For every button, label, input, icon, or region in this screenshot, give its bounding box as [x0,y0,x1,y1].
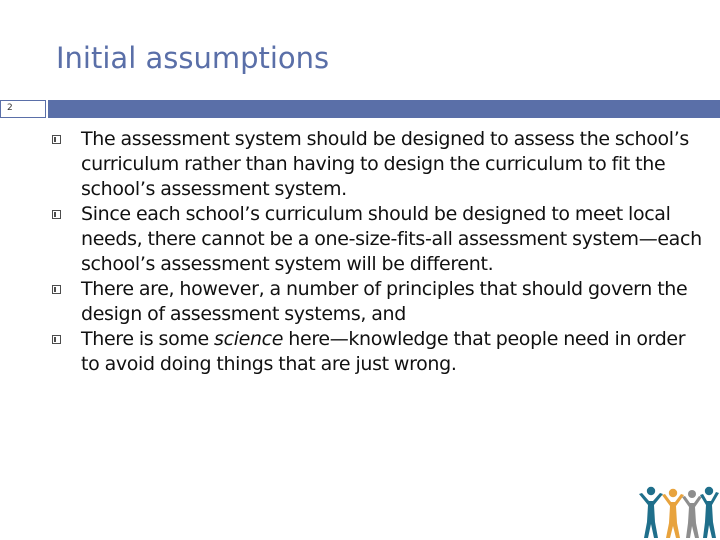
person-figure-teal-icon [639,487,663,538]
bullet-item [52,202,702,277]
title-rule-bar [48,100,720,118]
bullet-text: There are, however, a number of principles that should govern the design of assessment systems, and [81,278,688,325]
square-bullet-icon [52,335,61,344]
person-figure-orange-icon [662,489,684,538]
bullet-text: Since each school’s curriculum should be designed to meet local needs, there cannot be a one-size-fits-all assessment system—each school’s assessment system will be different. [81,203,702,275]
slide-title: Initial assumptions [56,41,330,75]
bullet-item [52,127,702,202]
slide-number: 2 [7,103,13,113]
square-bullet-icon [52,285,61,294]
square-bullet-icon [52,210,61,219]
bullet-item [52,327,702,377]
bullet-item [52,277,702,327]
bullet-text: The assessment system should be designed to assess the school’s curriculum rather than having to design the curriculum to fit the school’s assessment system. [81,128,689,200]
bullet-text [81,328,685,375]
bullet-text-emphasis: science [214,328,284,350]
people-figures-icon [634,482,720,540]
bullet-list [52,127,702,377]
person-figure-teal-small-icon [700,487,719,538]
bullet-text-end: here—knowledge that people need in order to avoid doing things that are just wrong. [81,328,686,375]
bullet-text-start: There is some [81,328,215,350]
person-figure-grey-icon [682,490,702,538]
square-bullet-icon [52,135,61,144]
